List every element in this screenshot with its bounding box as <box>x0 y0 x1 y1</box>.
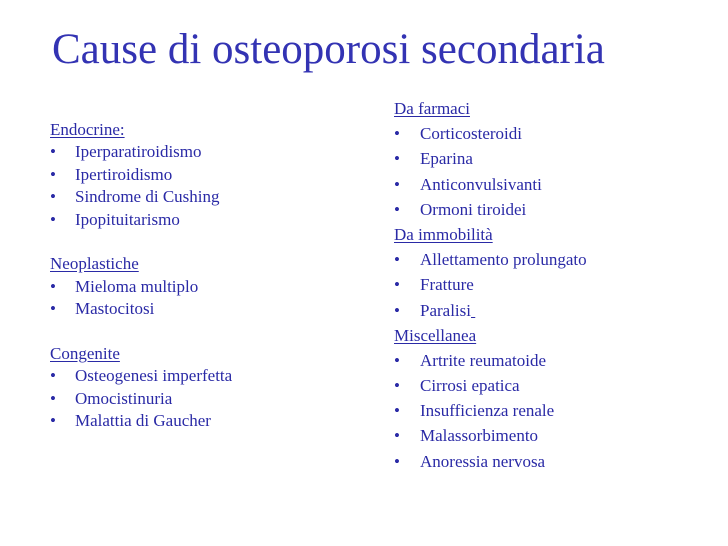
bullet-icon: • <box>50 142 56 162</box>
bullet-icon: • <box>50 209 56 229</box>
bullet-icon: • <box>394 426 400 446</box>
underline-mark <box>471 301 475 320</box>
list-item: • Insufficienza renale <box>394 398 714 423</box>
right-column <box>394 96 714 474</box>
bullet-icon: • <box>394 451 400 471</box>
bullet-icon: • <box>394 376 400 396</box>
spacer <box>50 231 350 253</box>
list-item: • Allettamento prolungato <box>394 247 714 272</box>
list-item: • Mastocitosi <box>50 298 350 320</box>
list-item: • Sindrome di Cushing <box>50 186 350 208</box>
bullet-icon: • <box>50 366 56 386</box>
bullet-icon: • <box>50 299 56 319</box>
list-item: • Osteogenesi imperfetta <box>50 365 350 387</box>
bullet-icon: • <box>394 350 400 370</box>
bullet-icon: • <box>50 164 56 184</box>
bullet-icon: • <box>50 276 56 296</box>
list-item: • Paralisi <box>394 298 714 323</box>
list-item: • Eparina <box>394 146 714 171</box>
list-item: • Ipertiroidismo <box>50 164 350 186</box>
bullet-icon: • <box>50 388 56 408</box>
bullet-icon: • <box>50 411 56 431</box>
list-item: • Iperparatiroidismo <box>50 141 350 163</box>
list-item: • Anoressia nervosa <box>394 449 714 474</box>
spacer <box>50 321 350 343</box>
list-item: • Mieloma multiplo <box>50 276 350 298</box>
bullet-icon: • <box>394 300 400 320</box>
list-item: • Corticosteroidi <box>394 121 714 146</box>
list-item: • Artrite reumatoide <box>394 348 714 373</box>
bullet-icon: • <box>50 187 56 207</box>
section-heading-congenital: Congenite <box>50 343 120 363</box>
left-column <box>50 119 350 432</box>
bullet-icon: • <box>394 149 400 169</box>
bullet-icon: • <box>394 174 400 194</box>
bullet-icon: • <box>394 401 400 421</box>
slide-title: Cause di osteoporosi secondaria <box>52 26 605 73</box>
list-item: • Omocistinuria <box>50 388 350 410</box>
section-heading-misc: Miscellanea <box>394 325 477 345</box>
list-item: • Ormoni tiroidei <box>394 197 714 222</box>
list-item: • Malattia di Gaucher <box>50 410 350 432</box>
section-heading-drugs: Da farmaci <box>394 99 470 118</box>
list-item: • Fratture <box>394 272 714 297</box>
bullet-icon: • <box>394 199 400 219</box>
bullet-icon: • <box>394 275 400 295</box>
section-heading-endocrine: Endocrine: <box>50 120 125 139</box>
bullet-icon: • <box>394 124 400 144</box>
list-item: • Malassorbimento <box>394 423 714 448</box>
section-heading-immobility: Da immobilità <box>394 224 493 244</box>
section-heading-neoplastic: Neoplastiche <box>50 254 139 274</box>
list-item: • Ipopituitarismo <box>50 209 350 231</box>
bullet-icon: • <box>394 250 400 270</box>
list-item: • Anticonvulsivanti <box>394 172 714 197</box>
list-item: • Cirrosi epatica <box>394 373 714 398</box>
